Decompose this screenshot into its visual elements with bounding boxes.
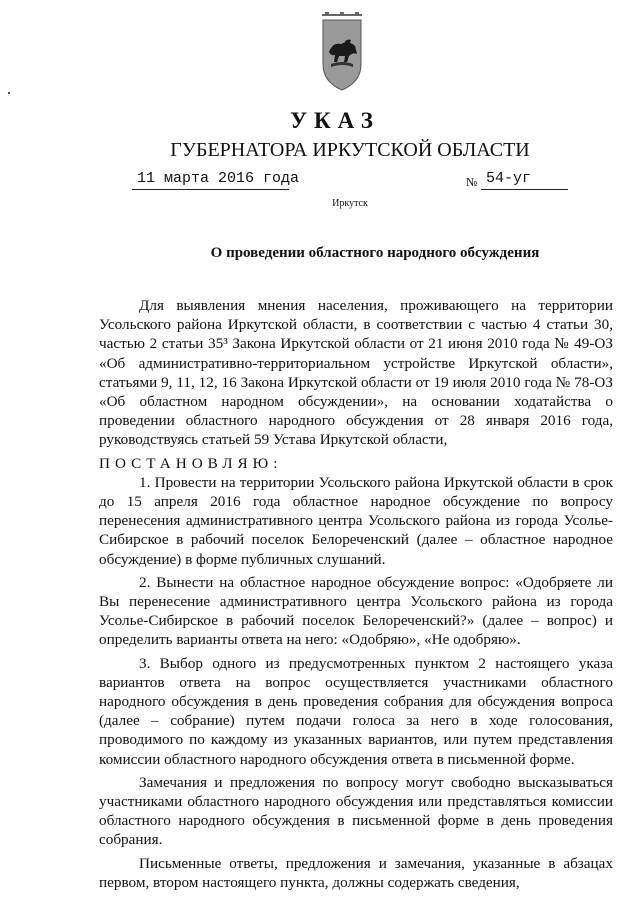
irkutsk-coat-of-arms-icon	[319, 12, 365, 92]
paragraph-item-3-remarks: Замечания и предложения по вопросу могут свободно высказываться участниками областного народного обсуждения или представляться комиссии областного народного обсуждения в письменной форме в день проведения собрания.	[99, 773, 613, 849]
document-city: Иркутск	[332, 198, 368, 209]
document-date: 11 марта 2016 года	[137, 170, 300, 187]
paragraph-item-2: 2. Вынести на областное народное обсуждение вопрос: «Одобряете ли Вы перенесение административного центра Усольского района из города Усолье-Сибирское в рабочий поселок Белореченский?» (далее – вопрос) и определить варианты ответа на него: «Одобряю», «Не одобряю».	[99, 573, 613, 649]
date-underline	[132, 189, 289, 190]
scan-mark	[8, 92, 10, 94]
paragraph-preamble: Для выявления мнения населения, проживающего на территории Усольского района Иркутской области, в соответствии с частью 4 статьи 30, частью 2 статьи 35³ Закона Иркутской области от 21 июня 2010 года № 49-ОЗ «Об административно-территориальном устройстве Иркутской области», статьями 9, 11, 12, 16 Закона Иркутской области от 19 июля 2010 года № 78-ОЗ «Об областном народном обсуждении», на основании ходатайства о проведении областного народного обсуждения от 28 января 2016 года, руководствуясь статьей 59 Устава Иркутской области,	[99, 297, 613, 449]
document-number: 54-уг	[486, 170, 532, 187]
document-type: УКАЗ	[290, 108, 380, 133]
document-body	[99, 296, 613, 896]
paragraph-item-3: 3. Выбор одного из предусмотренных пунктом 2 настоящего указа вариантов ответа на вопрос осуществляется участниками областного народного обсуждения в день проведения собрания для обсуждения вопроса (далее – собрание) путем подачи голоса за него в ходе голосования, проводимого по каждому из указанных вариантов, или путем представления комиссии областного народного обсуждения ответа в письменной форме.	[99, 654, 613, 768]
document-title: О проведении областного народного обсуждения	[210, 245, 540, 261]
number-underline	[481, 189, 568, 190]
number-label: №	[466, 175, 478, 189]
paragraph-item-3-written: Письменные ответы, предложения и замечания, указанные в абзацах первом, втором настоящего пункта, должны содержать сведения,	[99, 854, 613, 891]
paragraph-resolution: ПОСТАНОВЛЯЮ:	[99, 454, 283, 472]
issuer-title: ГУБЕРНАТОРА ИРКУТСКОЙ ОБЛАСТИ	[170, 139, 530, 161]
paragraph-item-1: 1. Провести на территории Усольского района Иркутской области в срок до 15 апреля 2016 года областное народное обсуждение по вопросу перенесения административного центра Усольского района из города Усолье-Сибирское в рабочий поселок Белореченский (далее – областное народное обсуждение) в форме публичных слушаний.	[99, 473, 613, 568]
